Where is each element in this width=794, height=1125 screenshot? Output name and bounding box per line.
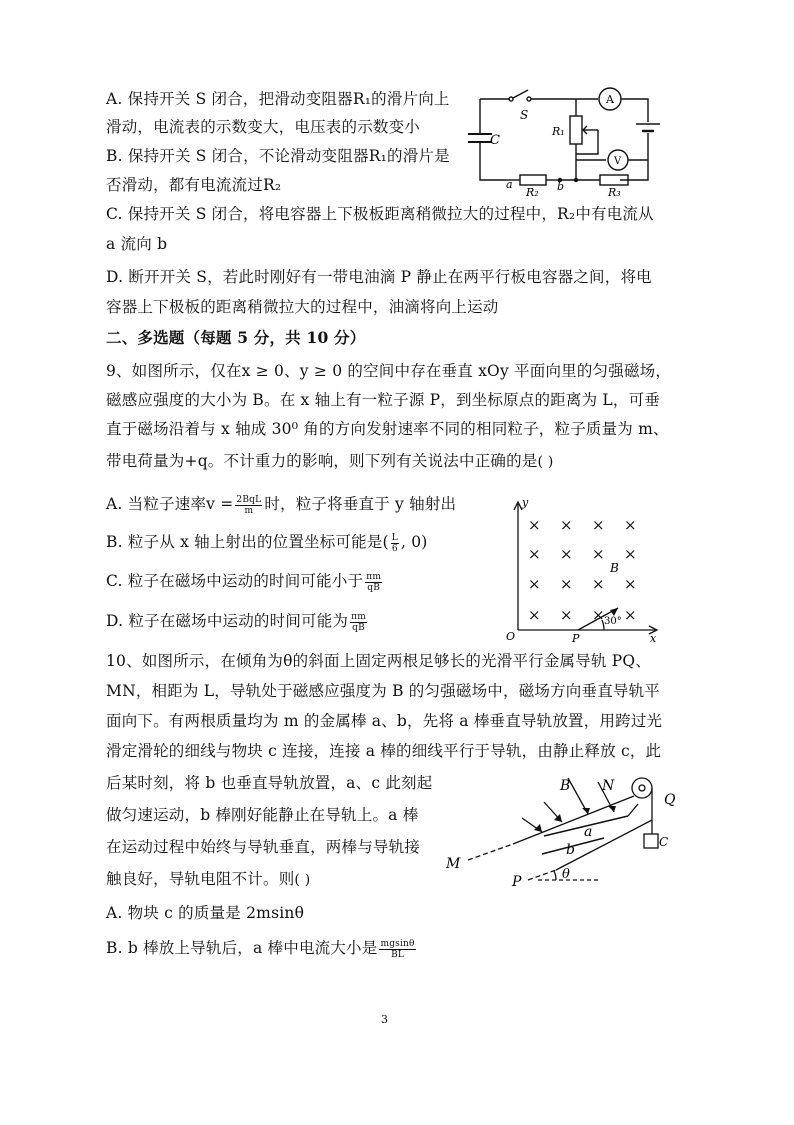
field-cross: × bbox=[624, 516, 637, 534]
resistor-r1 bbox=[570, 116, 582, 144]
angle-label: 30° bbox=[604, 616, 622, 627]
switch-contact-right bbox=[527, 97, 531, 101]
q10-line1: 10、如图所示，在倾角为θ的斜面上固定两根足够长的光滑平行金属导轨 PQ、 bbox=[106, 652, 652, 670]
bar-a-label: a bbox=[584, 824, 593, 840]
q8-option-c-line1: C. 保持开关 S 闭合，将电容器上下极板距离稍微拉大的过程中，R₂中有电流从 bbox=[106, 205, 654, 223]
field-cross: × bbox=[560, 516, 573, 534]
angle-theta-label: θ bbox=[562, 867, 570, 882]
q10-incline-rails-figure bbox=[438, 774, 688, 894]
field-cross: × bbox=[560, 545, 573, 563]
field-cross: × bbox=[528, 545, 541, 563]
q9-option-c: C. 粒子在磁场中运动的时间可能小于 $\frac{\pi m}{qB}$ bbox=[106, 571, 382, 593]
rail-m-label: M bbox=[446, 856, 461, 872]
switch-label: S bbox=[520, 108, 529, 122]
field-cross: × bbox=[592, 516, 605, 534]
q10-option-a: A. 物块 c 的质量是 2msinθ bbox=[106, 904, 305, 922]
q10-line8: 触良好，导轨电阻不计。则( ) bbox=[106, 870, 311, 888]
q10-line4: 滑定滑轮的细线与物块 c 连接，连接 a 棒的细线平行于导轨，由静止释放 c，此 bbox=[106, 742, 662, 760]
field-cross: × bbox=[528, 606, 541, 624]
bar-b-label: b bbox=[566, 842, 575, 858]
x-axis-label: x bbox=[650, 632, 657, 645]
field-cross: × bbox=[592, 575, 605, 593]
q10-option-b: B. b 棒放上导轨后，a 棒中电流大小是 $\frac{mgsin\theta}{BL}$ bbox=[106, 938, 415, 960]
field-cross: × bbox=[528, 516, 541, 534]
r2-label: R₂ bbox=[526, 186, 539, 199]
q8-option-a-line1: A. 保持开关 S 闭合，把滑动变阻器R₁的滑片向上 bbox=[106, 90, 450, 108]
y-axis-label: y bbox=[522, 496, 529, 509]
page-number: 3 bbox=[381, 1013, 388, 1026]
source-p-label: P bbox=[572, 632, 580, 645]
q10-line5: 后某时刻，将 b 也垂直导轨放置，a、c 此刻起 bbox=[106, 774, 433, 792]
r1-label: R₁ bbox=[552, 125, 565, 138]
voltmeter-label: V bbox=[614, 156, 622, 167]
q10-line7: 在运动过程中始终与导轨垂直，两棒与导轨接 bbox=[106, 838, 421, 856]
resistor-r2 bbox=[520, 175, 546, 185]
field-cross: × bbox=[528, 575, 541, 593]
rail-p-label: P bbox=[512, 874, 522, 890]
q9-option-b: B. 粒子从 x 轴上射出的位置坐标可能是( $\frac{L}{6}$ , 0) bbox=[106, 532, 428, 554]
q8-option-c-line2: a 流向 b bbox=[106, 235, 168, 253]
field-b-label: B bbox=[610, 561, 619, 575]
q10-line2: MN，相距为 L，导轨处于磁感应强度为 B 的匀强磁场中，磁场方向垂直导轨平 bbox=[106, 682, 660, 700]
q9-stem-line4: 带电荷量为+q。不计重力的影响，则下列有关说法中正确的是( ) bbox=[106, 452, 554, 470]
field-cross: × bbox=[624, 606, 637, 624]
origin-label: O bbox=[506, 630, 516, 643]
switch-lever bbox=[513, 90, 528, 98]
field-cross: × bbox=[560, 606, 573, 624]
switch-contact-left bbox=[509, 97, 513, 101]
q9-magnetic-field-figure bbox=[500, 496, 665, 644]
r3-label: R₃ bbox=[608, 186, 621, 199]
q8-option-d-line2: 容器上下极板的距离稍微拉大的过程中，油滴将向上运动 bbox=[106, 298, 499, 316]
q9-stem-line2: 磁感应强度的大小为 B。在 x 轴上有一粒子源 P，到坐标原点的距离为 L，可垂 bbox=[106, 391, 660, 409]
block-c-label: C bbox=[659, 835, 669, 849]
answer-blank: ( ) bbox=[537, 454, 554, 470]
q10-line6: 做匀速运动，b 棒刚好能静止在导轨上。a 棒 bbox=[106, 806, 419, 824]
answer-blank: ( ) bbox=[294, 872, 311, 888]
node-b-label: b bbox=[557, 180, 565, 193]
field-cross: × bbox=[624, 545, 637, 563]
node-a-label: a bbox=[506, 178, 513, 191]
q9-stem-line1: 9、如图所示，仅在x ≥ 0、y ≥ 0 的空间中存在垂直 xOy 平面向里的匀强磁场， bbox=[106, 362, 672, 380]
field-b-label: B bbox=[560, 778, 571, 794]
capacitor-label: C bbox=[490, 133, 500, 148]
field-cross: × bbox=[592, 606, 605, 624]
field-cross: × bbox=[624, 575, 637, 593]
q8-option-b-line2: 否滑动，都有电流流过R₂ bbox=[106, 176, 282, 194]
q9-option-d: D. 粒子在磁场中运动的时间可能为 $\frac{\pi m}{qB}$ bbox=[106, 611, 366, 633]
rail-n-label: N bbox=[602, 778, 615, 794]
q8-option-b-line1: B. 保持开关 S 闭合，不论滑动变阻器R₁的滑片是 bbox=[106, 147, 450, 165]
circuit-diagram bbox=[460, 84, 665, 204]
field-cross: × bbox=[592, 545, 605, 563]
q8-option-d-line1: D. 断开开关 S，若此时刚好有一带电油滴 P 静止在两平行板电容器之间，将电 bbox=[106, 268, 652, 286]
section-heading: 二、多选题（每题 5 分，共 10 分） bbox=[106, 328, 366, 347]
q9-stem-line3: 直于磁场沿着与 x 轴成 30⁰ 角的方向发射速率不同的相同粒子，粒子质量为 m、 bbox=[106, 420, 669, 438]
q9-option-a: A. 当粒子速率v = $\frac{\text{2BqL}}{m}$ 时，粒子将垂直于 y 轴射出 bbox=[106, 494, 457, 516]
ammeter-label: A bbox=[606, 93, 614, 106]
q10-line3: 面向下。有两根质量均为 m 的金属棒 a、b，先将 a 棒垂直导轨放置，用跨过光 bbox=[106, 712, 663, 730]
q8-option-a-line2: 滑动，电流表的示数变大，电压表的示数变小 bbox=[106, 118, 421, 136]
field-cross: × bbox=[560, 575, 573, 593]
rail-q-label: Q bbox=[664, 792, 676, 808]
